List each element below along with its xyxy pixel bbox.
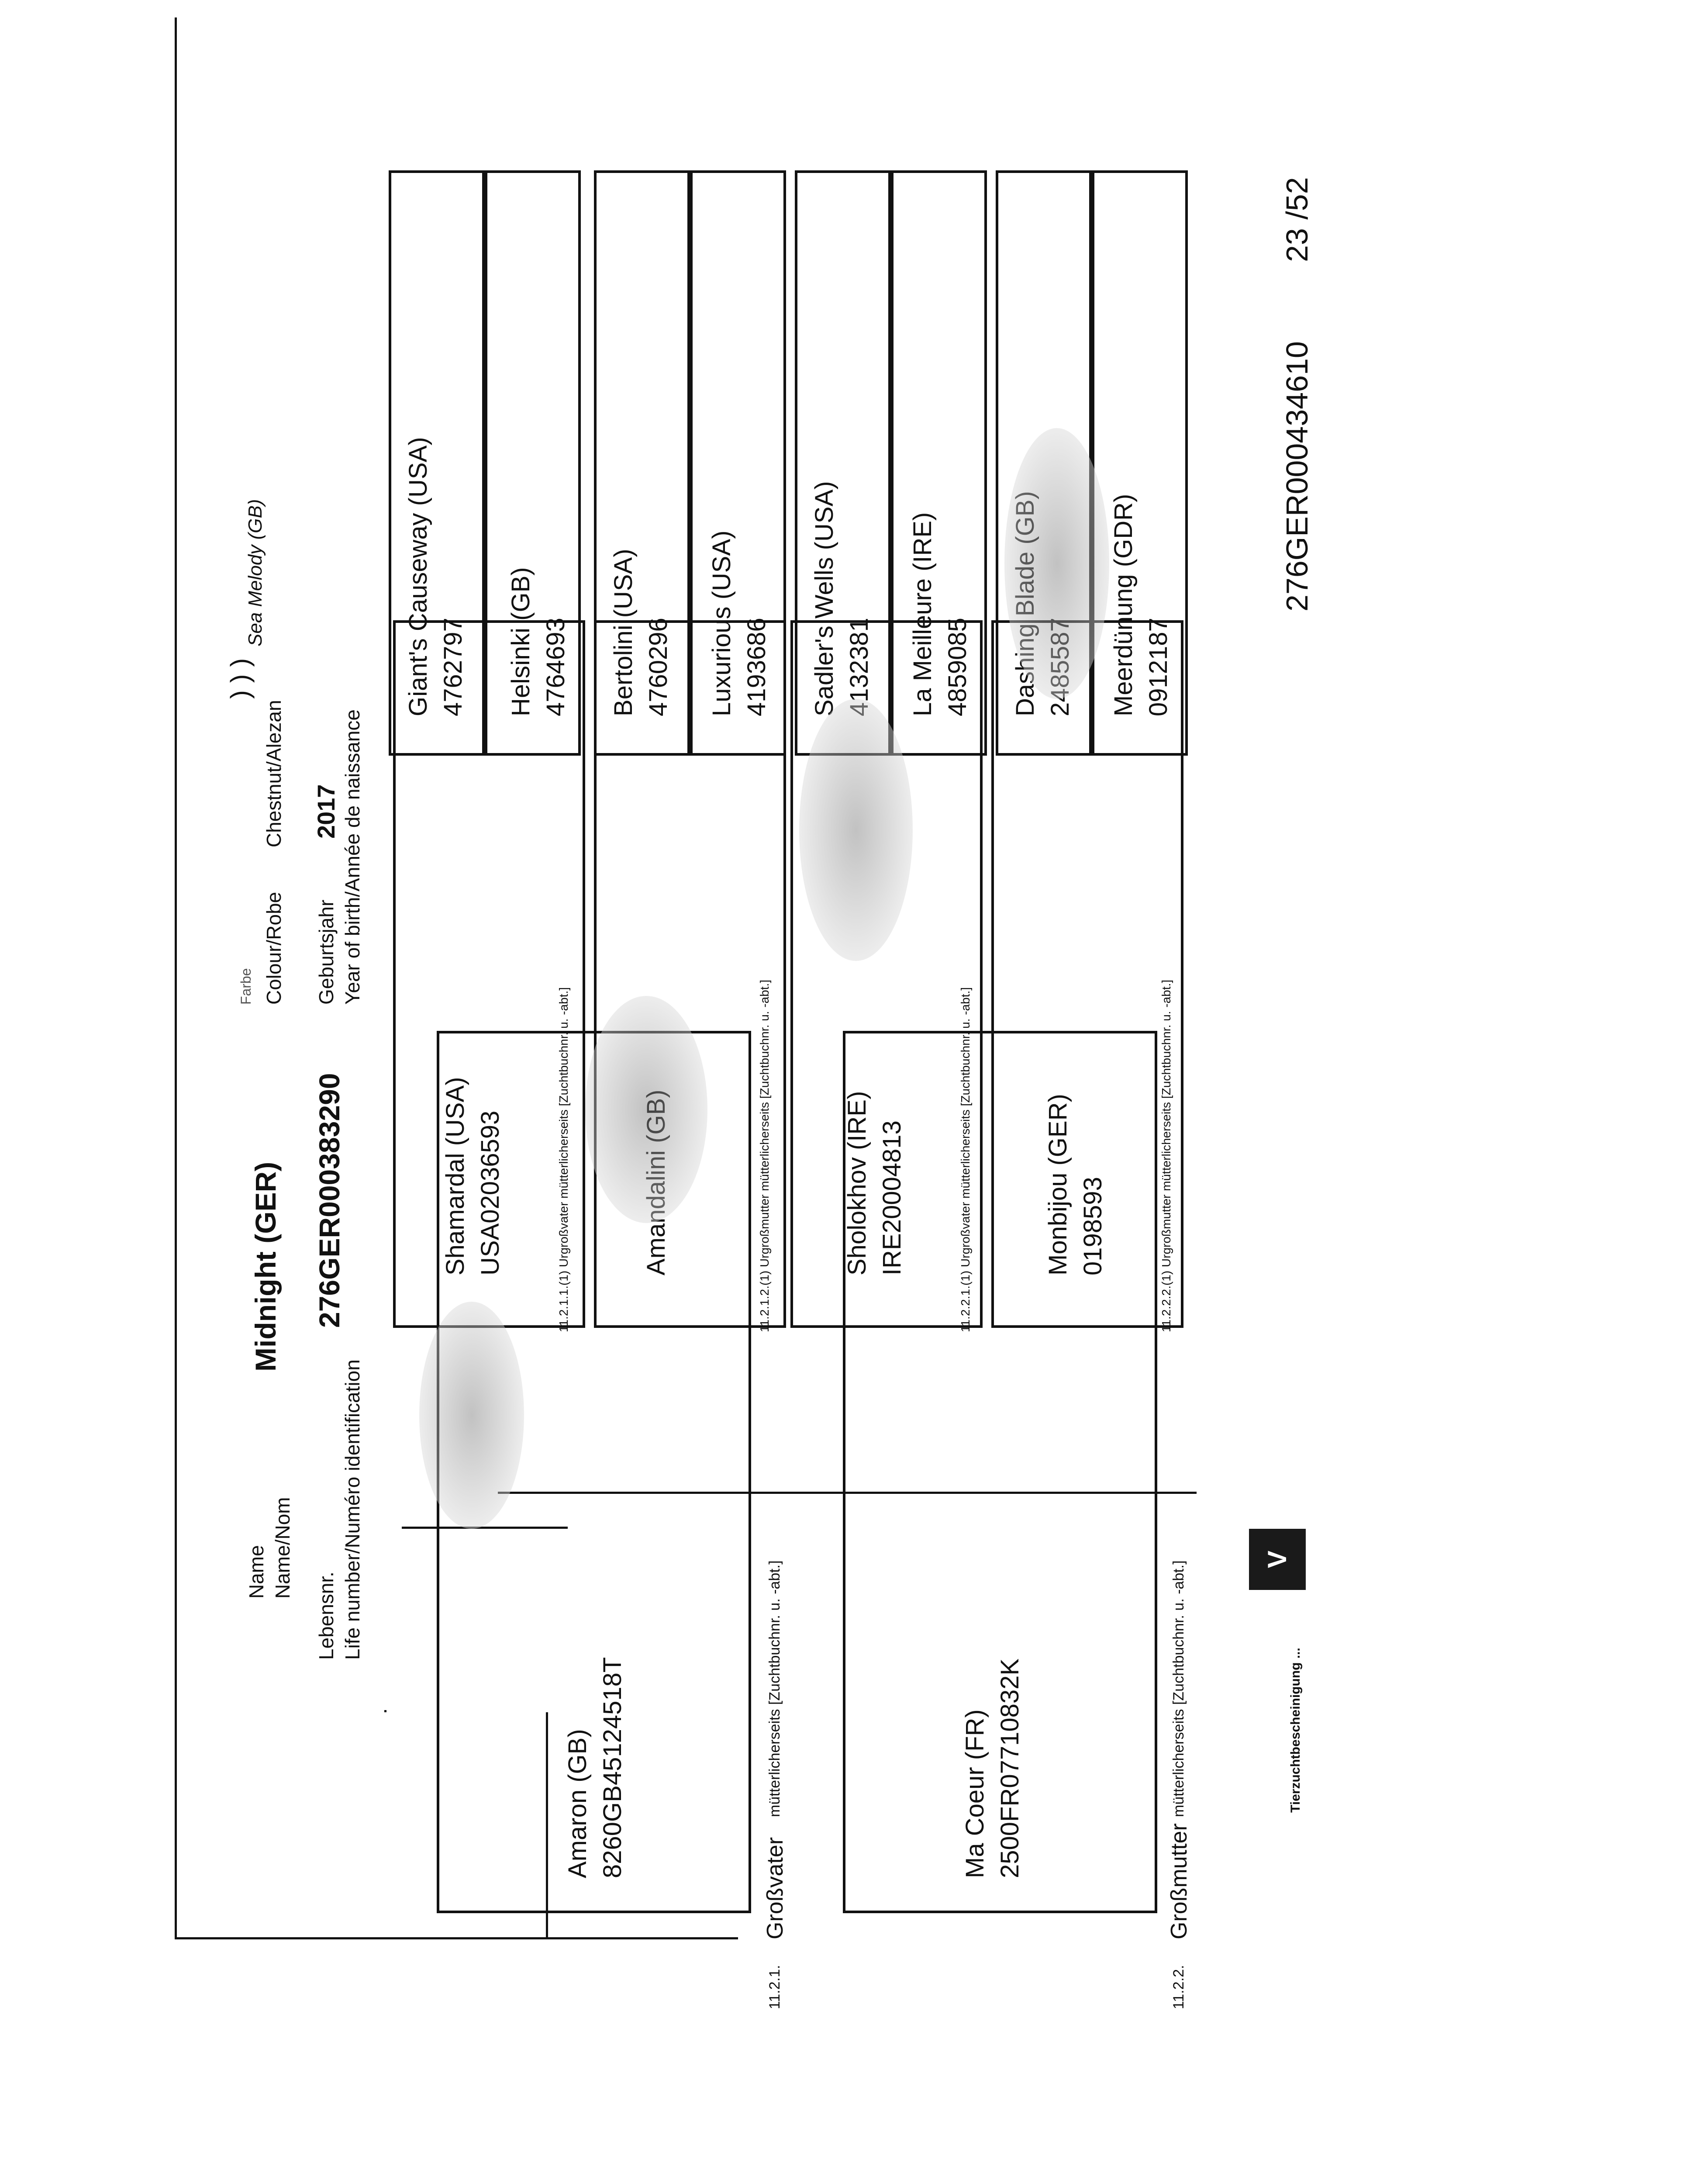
life-number-value: 276GER000383290 [313,1073,345,1328]
ink-smudge [419,1302,524,1529]
name-label-en-fr: Name/Nom [271,1497,294,1599]
gen5-1-box [389,170,485,756]
gen5-3-name: Bertolini (USA) [609,549,638,716]
gen5-4-name: Luxurious (USA) [707,530,736,716]
life-number-label-en-fr: Life number/Numéro identification [341,1359,364,1660]
life-number-label-de: Lebensnr. [315,1571,338,1660]
great-grandparent-4-id: 0198593 [1079,1177,1107,1275]
grandparent-2-role: Großmutter [1166,1823,1192,1939]
page-number: 23 /52 [1280,177,1314,262]
ink-smudge [1004,428,1109,699]
gen5-8-box [1092,170,1188,756]
gen5-3-box [594,170,690,756]
handwritten-stamp: Sea Melody (GB) [245,499,266,646]
gen5-6-id: 4859085 [943,618,972,716]
gen5-4-box [690,170,786,756]
gen5-2-id: 4764693 [542,618,570,716]
gen5-5-name: Sadler's Wells (USA) [810,481,838,716]
grandparent-2-name: Ma Coeur (FR) [961,1709,989,1878]
gen5-5-id: 4132381 [845,618,873,716]
frame-left-line [175,1937,738,1939]
great-grandparent-3-label: 11.2.2.1.(1) Urgroßvater mütterlicherseits [Zuchtbuchnr. u. -abt.] [959,987,972,1332]
gen5-8-name: Meerdünung (GDR) [1109,494,1138,716]
great-grandparent-2-label: 11.2.1.2.(1) Urgroßmutter mütterlicherseits [Zuchtbuchnr. u. -abt.] [758,979,771,1332]
footer-title: Tierzuchtbescheinigung ... [1288,1648,1303,1813]
frame-connector-2 [384,1710,386,1712]
birth-label-de: Geburtsjahr [315,899,338,1005]
colour-label-en-fr: Colour/Robe [262,892,285,1005]
great-grandparent-2-name: Amandalini (GB) [642,1089,670,1275]
great-grandparent-1-label: 11.2.1.1.(1) Urgroßvater mütterlicherseits [Zuchtbuchnr. u. -abt.] [557,987,570,1332]
frame-top-line [175,17,177,1939]
gen5-3-id: 4760296 [644,618,673,716]
great-grandparent-4-name: Monbijou (GER) [1044,1094,1072,1275]
gen5-7-id: 2485587 [1046,618,1074,716]
section-badge: V [1249,1529,1306,1590]
great-grandparent-1-id: USA02036593 [476,1110,504,1275]
colour-value: Chestnut/Alezan [262,700,285,847]
great-grandparent-3-name: Sholokhov (IRE) [843,1091,871,1275]
great-grandparent-1-name: Shamardal (USA) [441,1077,469,1275]
gen5-8-id: 0912187 [1144,618,1173,716]
gen5-4-id: 4193686 [742,618,771,716]
connector-gp1 [402,1527,568,1529]
birth-value: 2017 [312,784,340,839]
horse-name: Midnight (GER) [249,1161,282,1372]
grandparent-1-role: Großvater [762,1837,788,1939]
grandparent-1-role-suffix: mütterlicherseits [Zuchtbuchnr. u. -abt.] [766,1560,783,1817]
connector-gp-spine [498,1492,1197,1494]
ink-smudge [585,996,707,1223]
grandparent-1-code: 11.2.1. [766,1965,783,2009]
gen5-6-name: La Meilleure (IRE) [908,512,937,716]
gen5-5-box [795,170,891,756]
ink-smudge [799,699,913,961]
great-grandparent-4-label: 11.2.2.2.(1) Urgroßmutter mütterlicherseits [Zuchtbuchnr. u. -abt.] [1159,979,1173,1332]
grandparent-1-name: Amaron (GB) [563,1729,592,1878]
grandparent-2-id: 2500FR07710832K [996,1658,1024,1878]
signature-mark: ) ) ) [225,658,255,699]
colour-label-de: Farbe [238,968,254,1005]
gen5-1-name: Giant's Causeway (USA) [404,437,432,716]
grandparent-1-id: 8260GB45124518T [598,1657,627,1878]
gen5-6-box [891,170,987,756]
document-id: 276GER000434610 [1280,341,1314,612]
gen5-1-id: 4762797 [439,618,467,716]
name-label-de: Name [245,1545,268,1599]
grandparent-2-code: 11.2.2. [1170,1965,1187,2009]
gen5-7-name: Dashing Blade (GB) [1011,491,1039,716]
birth-label-en-fr: Year of birth/Année de naissance [341,709,364,1005]
gen5-2-name: Helsinki (GB) [507,567,535,716]
great-grandparent-3-id: IRE20004813 [878,1120,906,1275]
grandparent-2-role-suffix: mütterlicherseits [Zuchtbuchnr. u. -abt.] [1170,1560,1187,1817]
